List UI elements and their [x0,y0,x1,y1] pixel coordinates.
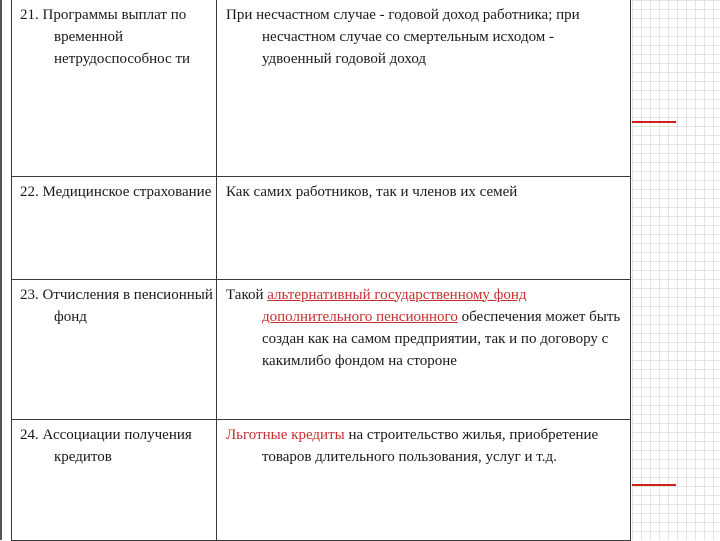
row-22-label-cell [12,176,217,279]
row-24-label-cell [12,419,217,540]
benefits-table [11,0,631,541]
row-23-highlight: альтернативный государственному фонд дополнительного пенсионного [262,286,527,325]
row-22-description-cell [217,176,631,279]
row-24-highlight: Льготные кредиты [226,426,345,443]
table-row [12,279,631,419]
row-23-label: 23. Отчисления в пенсионный фонд [20,286,213,325]
left-border-bar [0,0,2,540]
row-21-description: При несчастном случае - годовой доход работника; при несчастном случае со смертельным исходом - удвоенный годовой доход [226,7,580,67]
row-23-description-cell [217,279,631,419]
row-24-text-end: на строительство жилья, приобретение товаров длительного пользования, услуг и т.д. [262,426,599,465]
row-23-label-cell [12,279,217,419]
red-accent-line-bottom [632,484,676,486]
row-23-text-start: Такой [226,286,268,303]
table-row [12,419,631,540]
red-accent-line-top [632,121,676,123]
table-row [12,0,631,176]
row-21-label: 21. Программы выплат по временной нетрудоспособнос ти [20,7,191,67]
table-row [12,176,631,279]
grid-background-strip [632,0,720,540]
row-22-label: 22. Медицинское страхование [20,183,212,200]
row-21-description-cell [217,0,631,176]
row-23-text-end: обеспечения может быть создан как на самом предприятии, так и по договору с какимлибо фондом на стороне [262,308,621,369]
row-24-label: 24. Ассоциации получения кредитов [20,426,192,465]
row-23-description [226,284,624,372]
row-24-description-cell [217,419,631,540]
row-22-description: Как самих работников, так и членов их семей [226,183,518,200]
row-24-description [226,424,624,468]
row-21-label-cell [12,0,217,176]
